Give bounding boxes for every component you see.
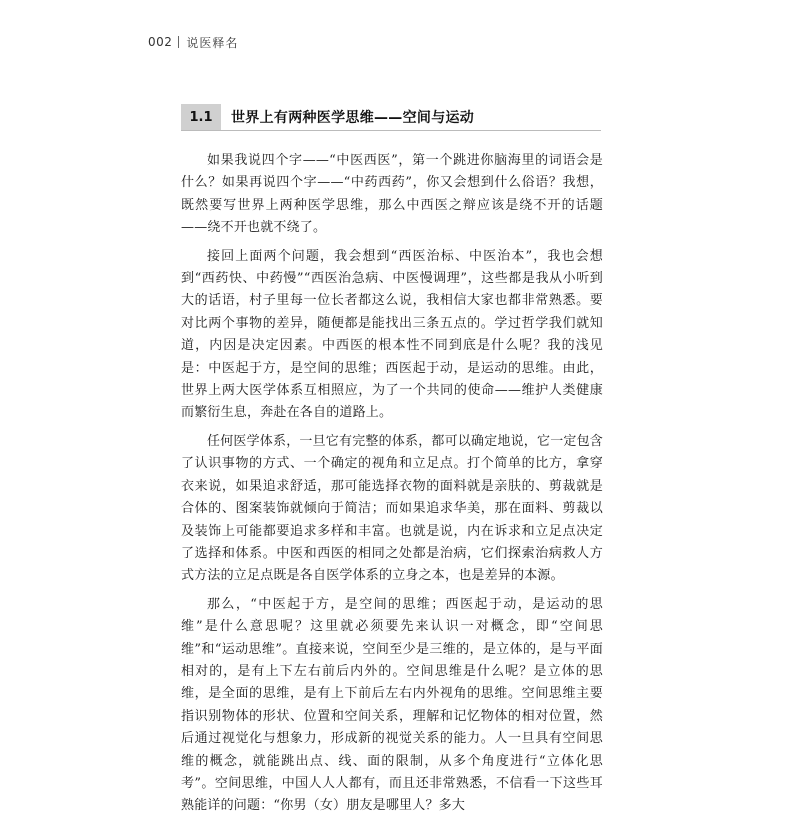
section-heading xyxy=(181,104,601,131)
running-head xyxy=(148,33,238,51)
paragraph-4: 那么，“中医起于方，是空间的思维；西医起于动，是运动的思维”是什么意思呢？这里就必须要先来认识一对概念，即“空间思维”和“运动思维”。直接来说，空间至少是三维的，是立体的，是与平面相对的，是有上下左右前后内外的。空间思维是什么呢？是立体的思维，是全面的思维，是有上下前后左右内外视角的思维。空间思维主要指识别物体的形状、位置和空间关系，理解和记忆物体的相对位置，然后通过视觉化与想象力，形成新的视觉关系的能力。人一旦具有空间思维的概念，就能跳出点、线、面的限制，从多个角度进行“立体化思考”。空间思维，中国人人人都有，而且还非常熟悉，不信看一下这些耳熟能详的问题：“你男（女）朋友是哪里人？多大 xyxy=(181,596,603,814)
section-title: 世界上有两种医学思维——空间与运动 xyxy=(231,110,475,126)
body-text xyxy=(181,150,603,818)
paragraph-3: 任何医学体系，一旦它有完整的体系，都可以确定地说，它一定包含了认识事物的方式、一个确定的视角和立足点。打个简单的比方，拿穿衣来说，如果追求舒适，那可能选择衣物的面料就是亲肤的、剪裁就是合体的、图案装饰就倾向于简洁；而如果追求华美，那在面料、剪裁以及装饰上可能都要追求多样和丰富。也就是说，内在诉求和立足点决定了选择和体系。中医和西医的相同之处都是治病，它们探索治病救人方式方法的立足点既是各自医学体系的立身之本，也是差异的本源。 xyxy=(181,433,604,584)
header-divider xyxy=(178,36,179,48)
paragraph-1: 如果我说四个字——“中医西医”，第一个跳进你脑海里的词语会是什么？如果再说四个字——“中药西药”，你又会想到什么俗语？我想，既然要写世界上两种医学思维，那么中西医之辩应该是绕不开的话题——绕不开也就不绕了。 xyxy=(181,153,603,236)
book-title: 说医释名 xyxy=(186,35,239,50)
section-number: 1.1 xyxy=(181,104,221,130)
page-number: 002 xyxy=(148,35,173,49)
paragraph-2: 接回上面两个问题，我会想到“西医治标、中医治本”，我也会想到“西药快、中药慢”“西医治急病、中医慢调理”，这些都是我从小听到大的话语，村子里每一位长者都这么说，我相信大家也都非常熟悉。要对比两个事物的差异，随便都是能找出三条五点的。学过哲学我们就知道，内因是决定因素。中西医的根本性不同到底是什么呢？我的浅见是：中医起于方，是空间的思维；西医起于动，是运动的思维。由此，世界上两大医学体系互相照应，为了一个共同的使命——维护人类健康而繁衍生息，奔赴在各自的道路上。 xyxy=(181,248,603,421)
